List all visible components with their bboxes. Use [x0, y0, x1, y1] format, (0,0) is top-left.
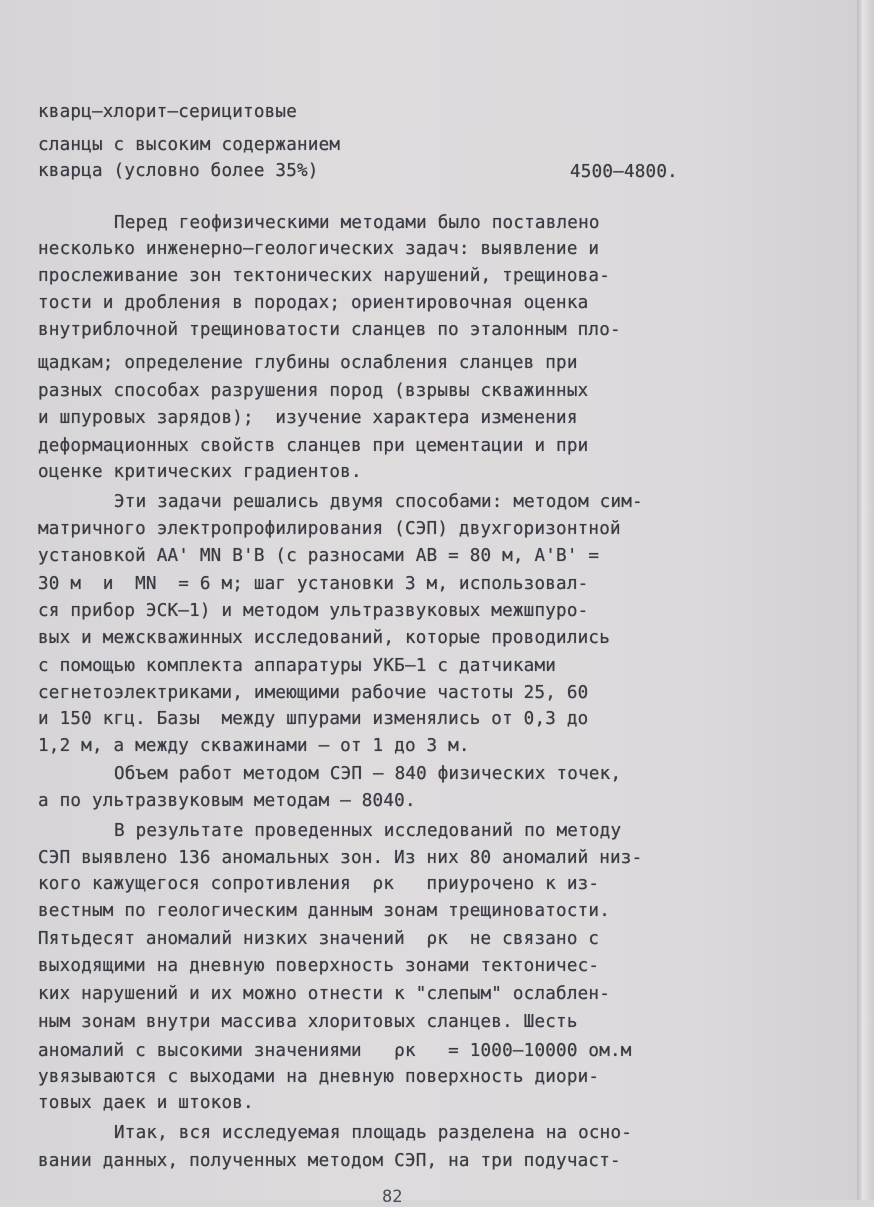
- body-line: В результате проведенных исследований по методу: [114, 821, 622, 841]
- body-line: вании данных, полученных методом СЭП, на три подучаст-: [38, 1151, 621, 1171]
- body-line: СЭП выявлено 136 аномальных зон. Из них 80 аномалий низ-: [38, 848, 643, 868]
- body-line: тости и дробления в породах; ориентировочная оценка: [38, 293, 589, 313]
- rock-line-3: кварца (условно более 35%): [38, 161, 319, 181]
- body-line: а по ультразвуковым методам – 8040.: [38, 791, 416, 811]
- body-line: Перед геофизическими методами было поставлено: [114, 213, 600, 233]
- body-line: Итак, вся исследуемая площадь разделена на осно-: [114, 1123, 633, 1143]
- body-line: матричного электропрофилирования (СЭП) двухгоризонтной: [38, 519, 621, 539]
- body-line: Пятьдесят аномалий низких значений ρк не связано с: [38, 929, 600, 949]
- body-line: увязываются с выходами на дневную поверхность диори-: [38, 1067, 600, 1087]
- body-line: внутриблочной трещиноватости сланцев по эталонным пло-: [38, 320, 621, 340]
- body-line: несколько инженерно–геологических задач: выявление и: [38, 239, 600, 259]
- body-line: деформационных свойств сланцев при цементации и при: [38, 436, 589, 456]
- body-line: ным зонам внутри массива хлоритовых сланцев. Шесть: [38, 1012, 578, 1032]
- page-number: 82: [382, 1187, 403, 1207]
- body-line: щадкам; определение глубины ослабления сланцев при: [38, 353, 578, 373]
- body-line: товых даек и штоков.: [38, 1093, 254, 1113]
- body-line: аномалий с высокими значениями ρк = 1000–10000 ом.м: [38, 1041, 632, 1061]
- body-line: 30 м и MN = 6 м; шаг установки 3 м, использовал-: [38, 574, 589, 594]
- body-line: вестным по геологическим данным зонам трещиноватости.: [38, 901, 610, 921]
- body-line: кого кажущегося сопротивления ρк приурочено к из-: [38, 874, 600, 894]
- body-line: прослеживание зон тектонических нарушений, трещинова-: [38, 266, 610, 286]
- body-line: Эти задачи решались двумя способами: методом сим-: [114, 492, 643, 512]
- body-line: и 150 кгц. Базы между шпурами изменялись от 0,3 до: [38, 709, 589, 729]
- body-line: ся прибор ЭСК–1) и методом ультразвуковых межшпуро-: [38, 601, 589, 621]
- body-line: и шпуровых зарядов); изучение характера изменения: [38, 408, 578, 428]
- rock-line-2: сланцы с высоким содержанием: [38, 135, 341, 155]
- body-line: 1,2 м, а между скважинами – от 1 до 3 м.: [38, 736, 470, 756]
- body-line: с помощью комплекта аппаратуры УКБ–1 с датчиками: [38, 656, 557, 676]
- body-line: оценке критических градиентов.: [38, 462, 362, 482]
- body-line: Объем работ методом СЭП – 840 физических точек,: [114, 764, 622, 784]
- body-line: ких нарушений и их можно отнести к "слепым" ослаблен-: [38, 984, 610, 1004]
- page-edge: [857, 0, 874, 1200]
- body-line: вых и межскважинных исследований, которые проводились: [38, 628, 610, 648]
- body-line: разных способах разрушения пород (взрывы скважинных: [38, 381, 589, 401]
- velocity-value: 4500–4800.: [570, 162, 678, 182]
- rock-line-1: кварц–хлорит–серицитовые: [38, 102, 298, 122]
- body-line: сегнетоэлектриками, имеющими рабочие частоты 25, 60: [38, 683, 589, 703]
- body-line: установкой АА' MN B'B (с разносами АВ = 80 м, А'В' =: [38, 546, 600, 566]
- body-line: выходящими на дневную поверхность зонами тектоничес-: [38, 956, 600, 976]
